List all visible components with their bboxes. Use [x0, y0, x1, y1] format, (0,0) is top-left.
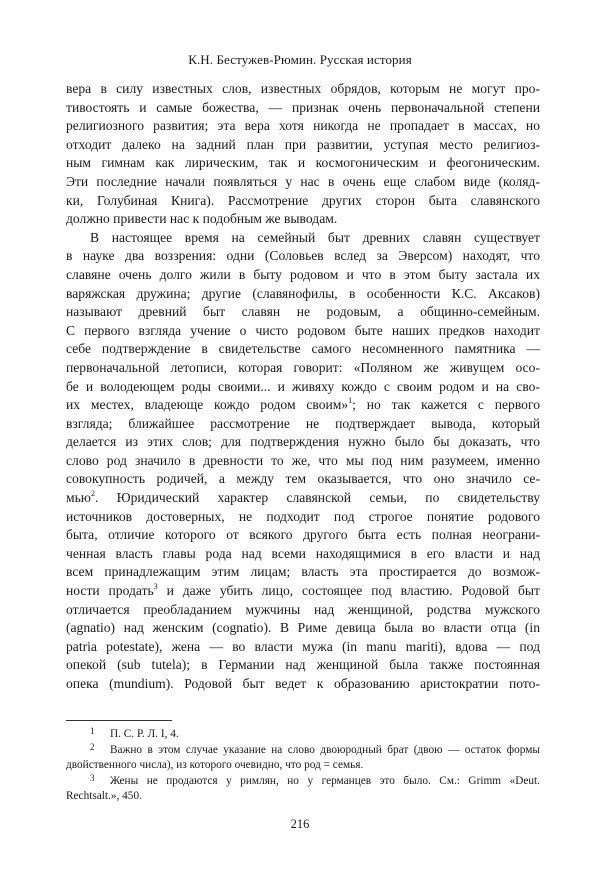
- text-fragment: мью: [66, 490, 91, 506]
- text-line: опека (mundium). Родовой быт ведет к образованию аристократии пото-: [66, 676, 540, 691]
- text-line: (agnatio) над женским (cognatio). В Риме девица была во власти отца (in: [66, 620, 540, 636]
- text-line: ченная власть главы рода над всеми находящимися в его власти и над: [66, 545, 540, 561]
- page-number: 216: [290, 817, 310, 831]
- footnote-2: 2 Важно в этом случае указание на слово двоюродный брат (двою — остаток формы: [90, 742, 540, 756]
- text-line: совокупность родичей, а между тем оказывается, что оно значило се-: [66, 471, 540, 487]
- text-line: patria potestate), жена — во власти мужа (in manu mariti), вдова — под: [66, 638, 540, 654]
- text-line: отходит далеко на задний план при развитии, уступая место религиоз-: [66, 136, 540, 152]
- text-line: в науке два воззрения: одни (Соловьев вслед за Эверсом) находят, что: [66, 248, 540, 264]
- main-text: [66, 80, 540, 694]
- text-line: [66, 582, 540, 601]
- footnote-2-cont: двойственного числа), из которого очевидно, что род = семья.: [66, 759, 364, 772]
- text-line: [66, 396, 540, 415]
- text-line: [66, 489, 540, 508]
- text-line: опекой (sub tutela); в Германии над женщиной была также постоянная: [66, 657, 540, 673]
- text-line: отличается преобладанием мужчины над женщиной, родства мужского: [66, 601, 540, 617]
- text-line: первоначальной летописи, которая говорит: «Поляном же живущем осо-: [66, 359, 540, 375]
- text-line: В настоящее время на семейный быт древних славян существует: [90, 229, 540, 245]
- text-line: С первого взгляда учение о чисто родовом быте наших предков находит: [66, 322, 540, 338]
- text-fragment: ности продать: [66, 583, 154, 599]
- footnote-text: П. С. Р. Л. I, 4.: [110, 728, 179, 740]
- text-line: источников достоверных, не подходит под строгое понятие родового: [66, 508, 540, 524]
- text-line: слово род значило в древности то же, что мы под ним разумеем, именно: [66, 452, 540, 468]
- text-line: должно привести нас к подобным же выводам.: [66, 211, 338, 227]
- text-line: называют древний быт славян не родовым, а общинно-семейным.: [66, 304, 540, 320]
- footnote-text: Важно в этом случае указание на слово двоюродный брат (двою — остаток формы: [110, 743, 540, 756]
- footnote-text: Жены не продаются у римлян, но у германцев это было. См.: Grimm «Deut.: [110, 774, 540, 787]
- text-line: делается из этих слов; для подтверждения нужно было бы доказать, что: [66, 434, 540, 450]
- text-fragment: . Юридический характер славянской семьи, по свидетельству: [94, 490, 540, 506]
- text-line: вера в силу известных слов, известных обрядов, которым не могут про-: [66, 81, 540, 96]
- text-line: тивостоять и самые божества, — признак очень первоначальной степени: [66, 99, 540, 115]
- footnote-divider: [66, 720, 172, 721]
- text-line: ным гимнам как лирическим, так и космогоническим и феогоническим.: [66, 155, 540, 171]
- text-fragment: ; но так кажется с первого: [352, 397, 540, 413]
- text-line: взгляда; ближайшее рассмотрение не подтверждает вывода, который: [66, 415, 540, 431]
- footnote-3-cont: Rechtsalt.», 450.: [66, 790, 142, 803]
- text-line: ки, Голубиная Книга). Рассмотрение других сторон быта славянского: [66, 192, 540, 208]
- text-line: себе подтверждение в свидетельстве самого несомненного памятника —: [66, 341, 540, 357]
- text-line: бе и володеющем роды своими... и живяху кождо с своим родом и на сво-: [66, 378, 540, 394]
- footnote-ref[interactable]: 2: [90, 489, 95, 499]
- footnotes: [66, 727, 540, 805]
- text-line: варяжская дружина; другие (славянофилы, в особенности К.С. Аксаков): [66, 285, 540, 301]
- text-fragment: их местех, владеюще кождо родом своим»: [66, 397, 349, 413]
- text-line: славяне очень долго жили в быту родовом и что в этом быту застала их: [66, 266, 540, 282]
- footnote-3: 3 Жены не продаются у римлян, но у германцев это было. См.: Grimm «Deut.: [90, 773, 540, 787]
- footnote-ref[interactable]: 3: [153, 582, 158, 592]
- text-line: быта, отличие которого от всякого другого быта есть полная неограни-: [66, 527, 540, 543]
- footnote-1: 1 П. С. Р. Л. I, 4.: [90, 727, 179, 740]
- running-header: К.Н. Бестужев-Рюмин. Русская история: [188, 52, 412, 67]
- text-line: Эти последние начали появляться у нас в очень еще слабом виде (коляд-: [66, 173, 540, 189]
- footnote-ref[interactable]: 1: [348, 396, 353, 406]
- text-line: религиозного развития; эта вера хотя никогда не пропадает в массах, но: [66, 118, 540, 134]
- text-fragment: и даже убить лицо, состоящее под властию. Родовой быт: [157, 583, 540, 599]
- text-line: всем принадлежащим этим лицам; власть эта простирается до возмож-: [66, 564, 540, 580]
